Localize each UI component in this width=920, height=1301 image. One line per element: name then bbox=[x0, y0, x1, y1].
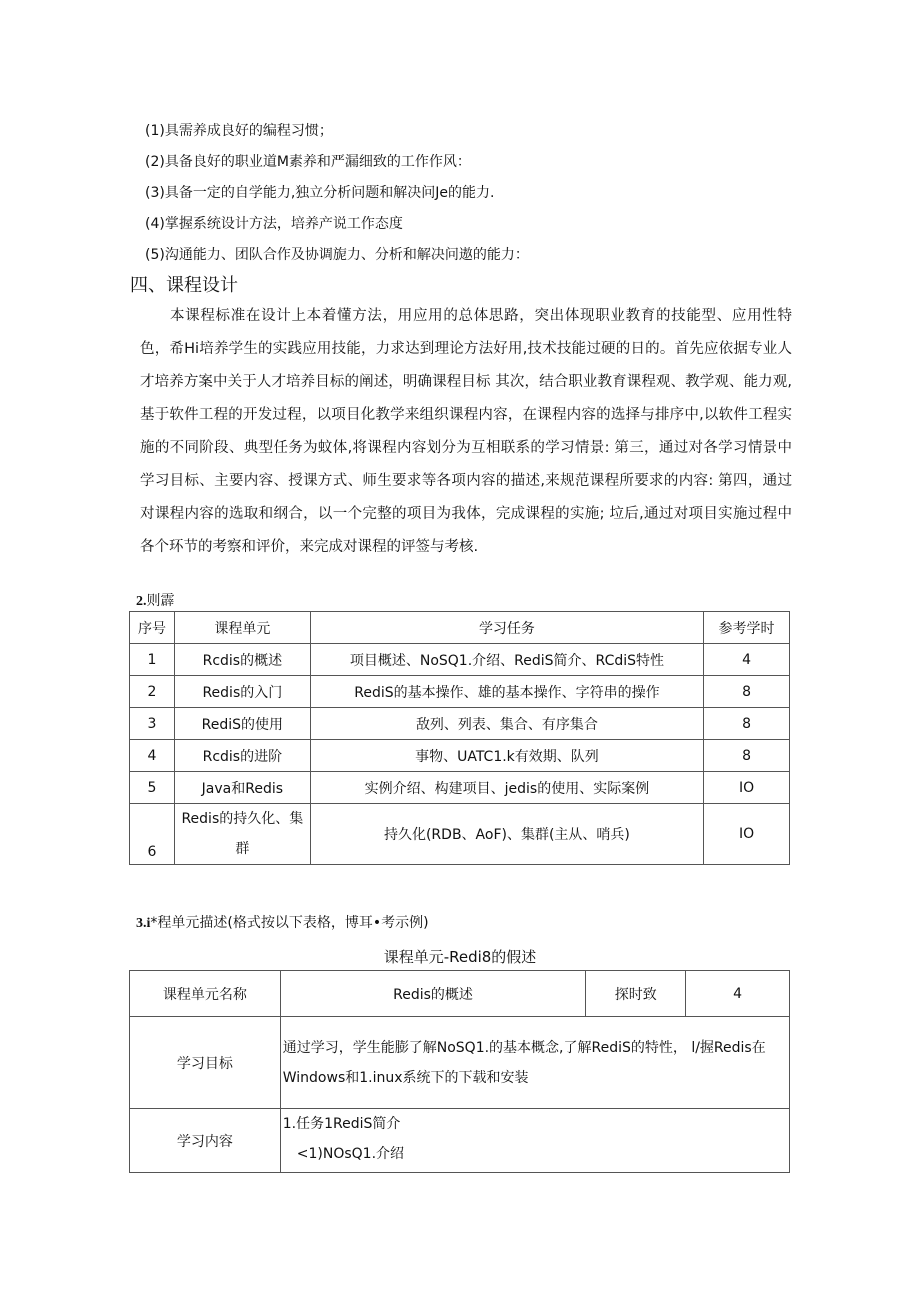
list-item: (2)具备良好的职业道M素养和严漏细致的工作作风： bbox=[145, 154, 471, 170]
unit-description-table bbox=[129, 970, 790, 1173]
unit-name-value: Redis的概述 bbox=[280, 971, 586, 1017]
unit-name-label: 课程单元名称 bbox=[130, 971, 281, 1017]
table-row bbox=[130, 971, 790, 1017]
cell: Rcdis的概述 bbox=[174, 644, 310, 676]
cell: IO bbox=[704, 772, 790, 804]
cell: RediS的使用 bbox=[174, 708, 310, 740]
list-item: (5)沟通能力、团队合作及协调旎力、分析和解决问遨的能力： bbox=[145, 247, 529, 263]
cell: 4 bbox=[704, 644, 790, 676]
list-item: (4)掌握系统设计方法，培养产说工作态度 bbox=[145, 216, 403, 232]
table-row bbox=[130, 772, 790, 804]
section-title: *程单元描述(格式按以下表格，博耳•考示例) bbox=[150, 915, 429, 931]
cell: 8 bbox=[704, 708, 790, 740]
cell: 事物、UATC1.k有效期、队列 bbox=[310, 740, 703, 772]
header-cell: 课程单元 bbox=[174, 612, 310, 644]
cell: RediS的基本操作、雄的基本操作、字符串的操作 bbox=[310, 676, 703, 708]
header-cell: 序号 bbox=[130, 612, 175, 644]
table-row bbox=[130, 1109, 790, 1173]
cell: 项目概述、NoSQ1.介绍、RediS简介、RCdiS特性 bbox=[310, 644, 703, 676]
section-3-title bbox=[136, 912, 429, 932]
section-2-title bbox=[136, 590, 175, 610]
body-paragraph: 本课程标准在设计上本着懂方法，用应用的总体思路，突出体现职业教育的技能型、应用性特色，希Hi培养学生的实践应用技能，力求达到理论方法好用,技术技能过硬的日的。首先应依据专业人才培养方案中关于人才培养目标的阐述，明确课程目标 其次，结合职业教育课程观、教学观、能力观,基于软件工程的开发过程，以项目化教学来组织课程内容，在课程内容的选择与排序中,以软件工程实施的不同阶段、典型任务为蚊体,将课程内容划分为互相联系的学习情景: 第三，通过对各学习情景中学习目标、主要内容、授课方式、师生要求等各项内容的描述,来规范课程所要求的内容: 第四，通过对课程内容的选取和纲合，以一个完整的项目为我体，完成课程的实施; 垃后,通过对项目实施过程中各个环节的考察和评价，来完成对课程的评签与考核. bbox=[140, 308, 792, 555]
header-cell: 参考学时 bbox=[704, 612, 790, 644]
table-row bbox=[130, 804, 790, 865]
course-units-table bbox=[129, 611, 790, 865]
table-row bbox=[130, 644, 790, 676]
cell: Redis的持久化、集群 bbox=[174, 804, 310, 865]
header-cell: 学习任务 bbox=[310, 612, 703, 644]
goal-label: 学习目标 bbox=[130, 1017, 281, 1109]
cell: 4 bbox=[130, 740, 175, 772]
cell: 1 bbox=[130, 644, 175, 676]
content-label: 学习内容 bbox=[130, 1109, 281, 1173]
table-header-row bbox=[130, 612, 790, 644]
section-heading: 四、课程设计 bbox=[130, 275, 238, 296]
cell: 2 bbox=[130, 676, 175, 708]
cell: 持久化(RDB、AoF)、集群(主从、哨兵) bbox=[310, 804, 703, 865]
cell: Rcdis的进阶 bbox=[174, 740, 310, 772]
section-number: 3.i bbox=[136, 916, 151, 931]
cell: 5 bbox=[130, 772, 175, 804]
cell: IO bbox=[704, 804, 790, 865]
table-row bbox=[130, 1017, 790, 1109]
cell: 8 bbox=[704, 676, 790, 708]
table-row bbox=[130, 708, 790, 740]
hours-value: 4 bbox=[686, 971, 790, 1017]
section-title: 则霹 bbox=[146, 593, 175, 609]
cell: 3 bbox=[130, 708, 175, 740]
cell: 实例介绍、构建项目、jedis的使用、实际案例 bbox=[310, 772, 703, 804]
section-number: 2. bbox=[136, 594, 147, 609]
cell: Java和Redis bbox=[174, 772, 310, 804]
cell: 敌列、列表、集合、有序集合 bbox=[310, 708, 703, 740]
cell: 8 bbox=[704, 740, 790, 772]
content-line: <1)NOsQ1.介绍 bbox=[296, 1146, 405, 1162]
list-item: (1)具需养成良好的编程习惯； bbox=[145, 123, 333, 139]
cell: 6 bbox=[130, 804, 175, 865]
table-row bbox=[130, 676, 790, 708]
list-item: (3)具备一定的自学能力,独立分析问题和解决问Je的能力. bbox=[145, 185, 495, 201]
table-caption: 课程单元-Redi8的假述 bbox=[383, 948, 537, 966]
goal-value: 通过学习，学生能膨了解NoSQ1.的基本概念,了解RediS的特性， l/握Redis在Windows和1.inux系统下的下载和安装 bbox=[280, 1017, 789, 1109]
hours-label: 探时致 bbox=[586, 971, 686, 1017]
content-value bbox=[280, 1109, 789, 1173]
content-line: 1.任务1RediS简介 bbox=[282, 1116, 401, 1132]
table-row bbox=[130, 740, 790, 772]
cell: Redis的入门 bbox=[174, 676, 310, 708]
